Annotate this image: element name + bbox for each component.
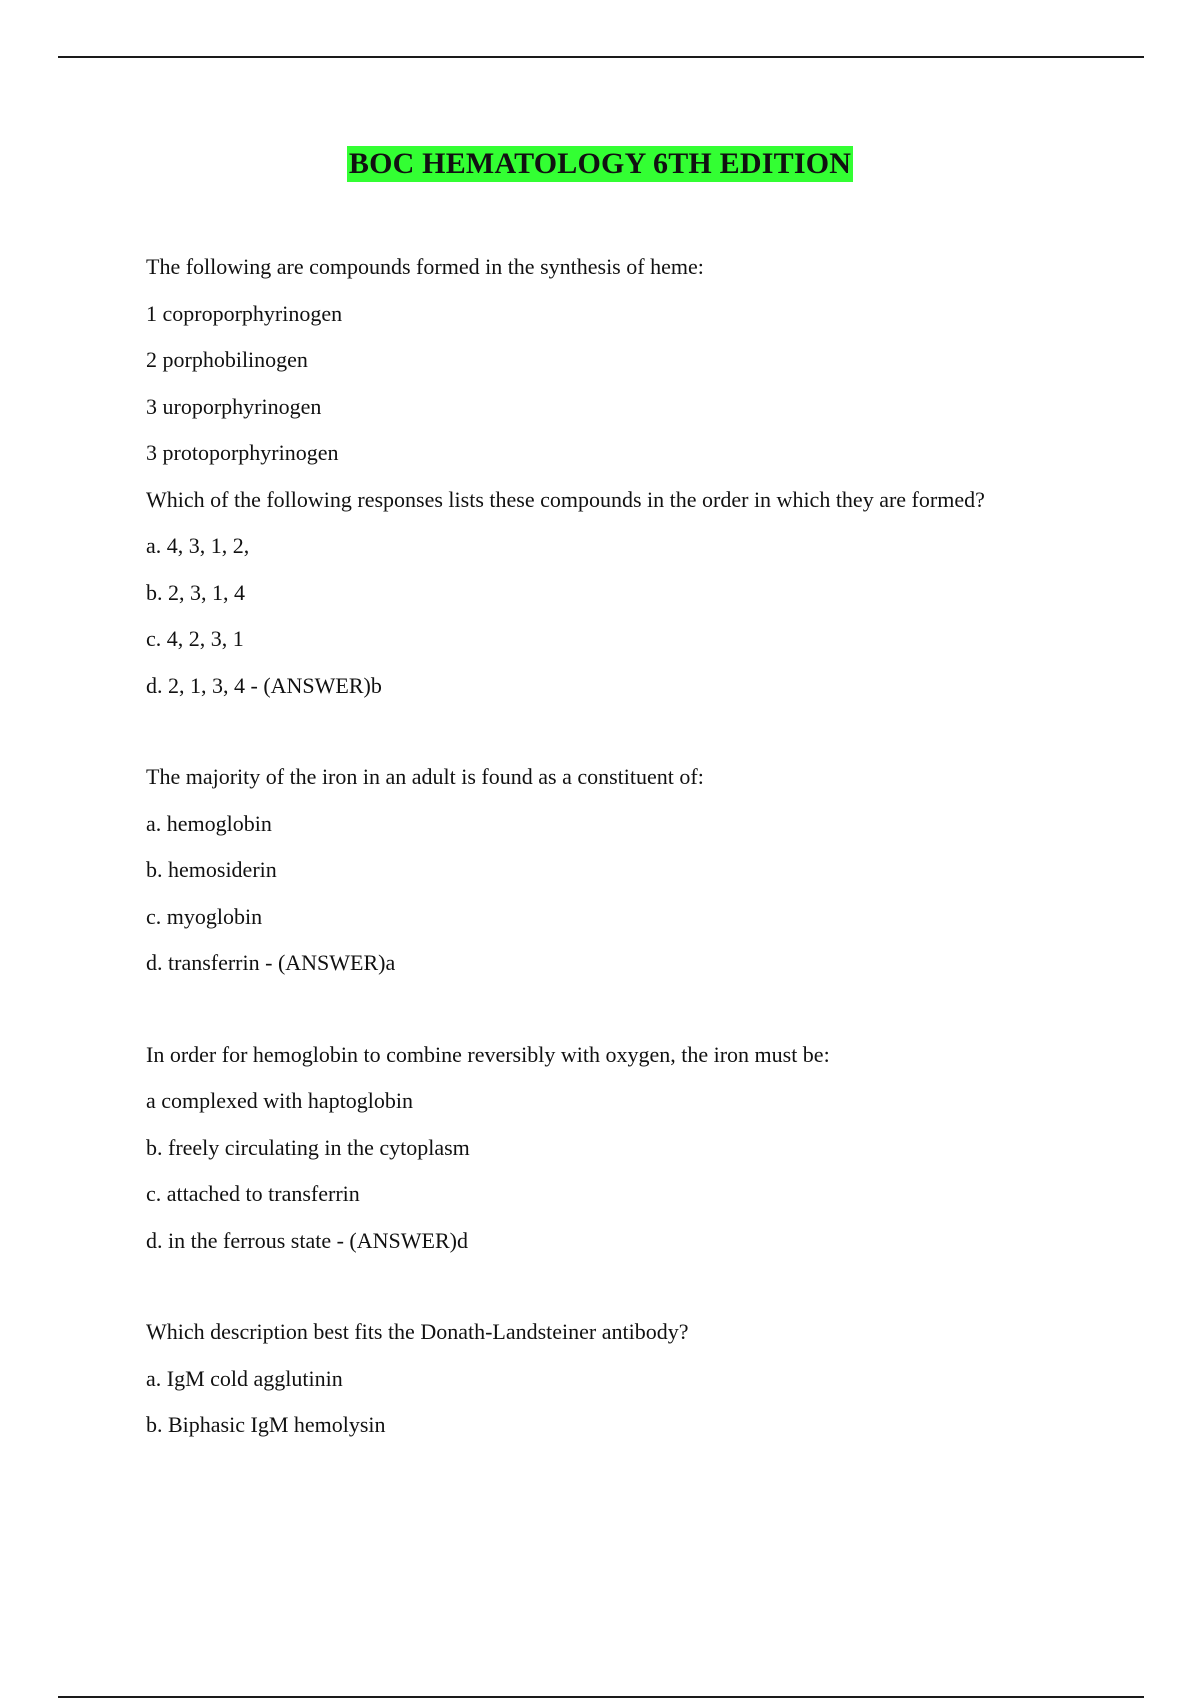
answer-option: c. myoglobin [146,903,263,929]
title-container [0,146,1200,182]
answer-option: c. 4, 2, 3, 1 [146,626,244,651]
question-1 [146,244,1146,709]
question-4 [146,1309,1146,1449]
header-rule [58,56,1144,58]
question-prompt: Which of the following responses lists these compounds in the order in which they are formed? [146,486,985,512]
answer-option: b. freely circulating in the cytoplasm [146,1134,470,1160]
answer-option: a. IgM cold agglutinin [146,1365,343,1391]
compound-item: 1 coproporphyrinogen [146,300,343,326]
answer-option: d. transferrin - (ANSWER)a [146,950,396,975]
compound-item: 3 protoporphyrinogen [146,440,339,465]
question-2 [146,754,1146,987]
footer-rule [58,1696,1144,1698]
question-stem: In order for hemoglobin to combine reversibly with oxygen, the iron must be: [146,1041,830,1067]
document-body [146,244,1146,1494]
answer-option: d. 2, 1, 3, 4 - (ANSWER)b [146,672,382,698]
answer-option: b. 2, 3, 1, 4 [146,579,245,605]
question-stem: Which description best fits the Donath-Landsteiner antibody? [146,1319,689,1344]
answer-option: b. Biphasic IgM hemolysin [146,1412,386,1437]
compound-item: 3 uroporphyrinogen [146,393,322,419]
answer-option: b. hemosiderin [146,857,277,882]
question-stem: The majority of the iron in an adult is found as a constituent of: [146,764,704,789]
answer-option: a. 4, 3, 1, 2, [146,533,250,558]
document-title: BOC HEMATOLOGY 6TH EDITION [348,147,852,180]
question-stem: The following are compounds formed in the synthesis of heme: [146,254,704,279]
compound-item: 2 porphobilinogen [146,347,308,372]
answer-option: d. in the ferrous state - (ANSWER)d [146,1227,468,1253]
answer-option: c. attached to transferrin [146,1181,360,1206]
answer-option: a. hemoglobin [146,810,272,836]
answer-option: a complexed with haptoglobin [146,1088,413,1113]
question-3 [146,1032,1146,1265]
